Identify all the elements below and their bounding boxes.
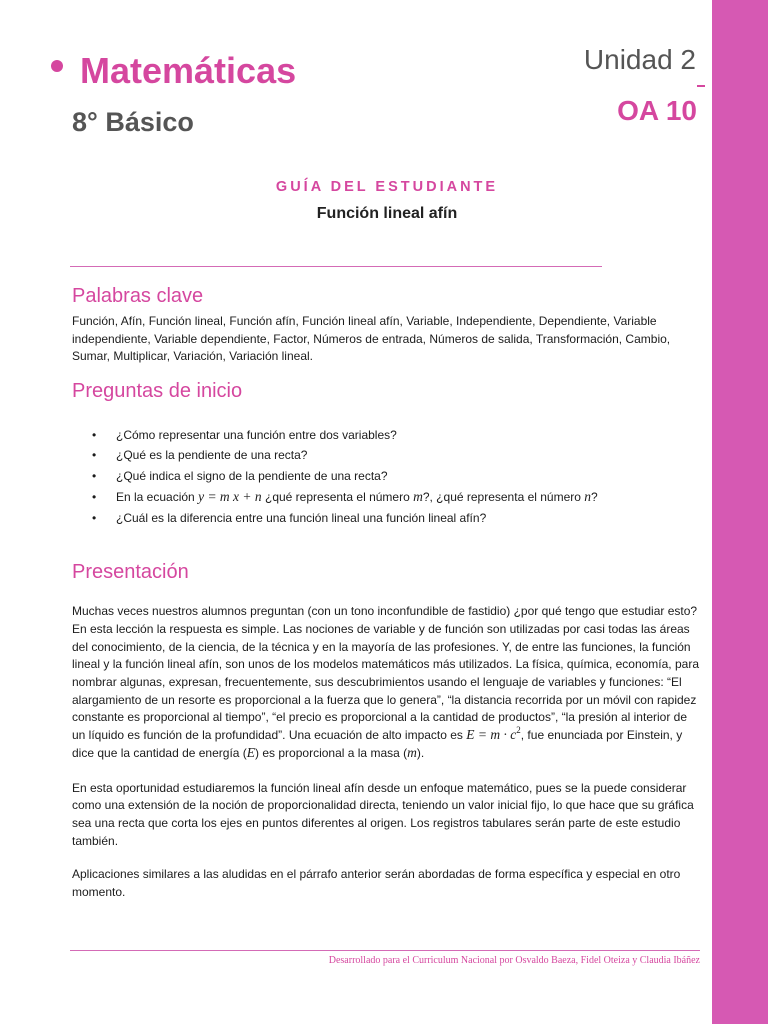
variable-n: n xyxy=(584,488,592,504)
grade-level: 8° Básico xyxy=(72,107,194,137)
question-text: ? xyxy=(591,489,598,504)
variable-energy: E xyxy=(246,744,256,760)
question-item xyxy=(72,466,702,487)
linear-equation: y = m x + n xyxy=(198,488,262,504)
question-text: ?, ¿qué representa el número xyxy=(422,489,581,504)
presentation-heading: Presentación xyxy=(72,561,189,584)
guide-label: GUÍA DEL ESTUDIANTE xyxy=(275,179,499,195)
side-accent-bar xyxy=(712,0,768,1024)
paragraph-text: ) es proporcional a la masa ( xyxy=(255,745,408,760)
unit-label: Unidad 2 xyxy=(583,44,696,75)
keywords-text: Función, Afín, Función lineal, Función afín, Función lineal afín, Variable, Independiente, Dependiente, Variable independiente, Variable dependiente, Factor, Números de entrada, Números de salida, Transformación, Cambio, Sumar, Multiplicar, Variación, Variación lineal. xyxy=(72,314,671,363)
equation-exponent: 2 xyxy=(516,725,521,736)
presentation-paragraph: En esta oportunidad estudiaremos la función lineal afín desde un enfoque matemático, pues se la puede considerar como una extensión de la noción de proporcionalidad directa, teniendo un valor inicial fijo, lo que hace que su gráfica sea una recta que corta los ejes en puntos diferentes al origen. Los registros tabulares serán parte de este estudio también. xyxy=(72,780,694,848)
guide-title: Función lineal afín xyxy=(316,205,458,222)
question-item xyxy=(72,487,702,508)
question-item xyxy=(72,425,702,446)
einstein-equation: E = m · c xyxy=(466,727,517,743)
questions-heading: Preguntas de inicio xyxy=(72,380,243,402)
footer-divider xyxy=(70,950,700,951)
paragraph-text: ). xyxy=(416,745,425,760)
subject-title: Matemáticas xyxy=(80,50,297,91)
unit-underline-mark xyxy=(697,85,705,87)
paragraph-text: , fue enunciada por Einstein, y dice que la cantidad de energía ( xyxy=(72,728,683,760)
paragraph-text: Muchas veces nuestros alumnos preguntan (con un tono inconfundible de fastidio) ¿por qué tengo que estudiar esto? En esta lección la respuesta es simple. Las nociones de variable y de función son utilizadas por casi todas las áreas del conocimiento, de la ciencia, de la técnica y en la mayoría de las profesiones. Y, de entre las funciones, la función lineal y la función lineal afín, son unos de los modelos matemáticos más utilizados. La física, química, economía, para nombrar algunas, expresan, frecuentemente, sus descubrimientos usando el lenguaje de variables y funciones: “El alargamiento de un resorte es proporcional a la fuerza que lo genera”, “la distancia recorrida por un móvil con rapidez constante es proporcional al tiempo”, “el precio es proporcional a la cantidad de productos”, “la presión al interior de un líquido es función de la profundidad”. Una ecuación de alto impacto es xyxy=(72,604,699,743)
learning-objective-code: OA 10 xyxy=(617,95,697,126)
question-text: ¿Qué indica el signo de la pendiente de una recta? xyxy=(116,469,388,483)
title-bullet-icon xyxy=(51,60,63,72)
keywords-heading: Palabras clave xyxy=(72,285,204,307)
question-lead: En la ecuación xyxy=(116,489,195,504)
question-text: ¿Qué es la pendiente de una recta? xyxy=(116,448,308,463)
presentation-paragraph xyxy=(72,603,702,762)
footer-credits: Desarrollado para el Curriculum Nacional por Osvaldo Baeza, Fidel Oteiza y Claudia Ibáñez xyxy=(328,955,700,966)
question-item xyxy=(72,445,702,466)
questions-list xyxy=(72,425,702,529)
presentation-paragraph: Aplicaciones similares a las aludidas en el párrafo anterior serán abordadas de forma específica y especial en otro momento. xyxy=(72,867,681,900)
question-text: ¿Cómo representar una función entre dos variables? xyxy=(116,427,397,442)
variable-mass: m xyxy=(407,744,417,760)
question-text: ¿qué representa el número xyxy=(265,489,410,504)
title-divider xyxy=(70,266,602,267)
question-item xyxy=(72,508,702,529)
question-text: ¿Cuál es la diferencia entre una función lineal una función lineal afín? xyxy=(116,510,487,525)
variable-m: m xyxy=(413,488,423,504)
document-body xyxy=(72,178,702,902)
